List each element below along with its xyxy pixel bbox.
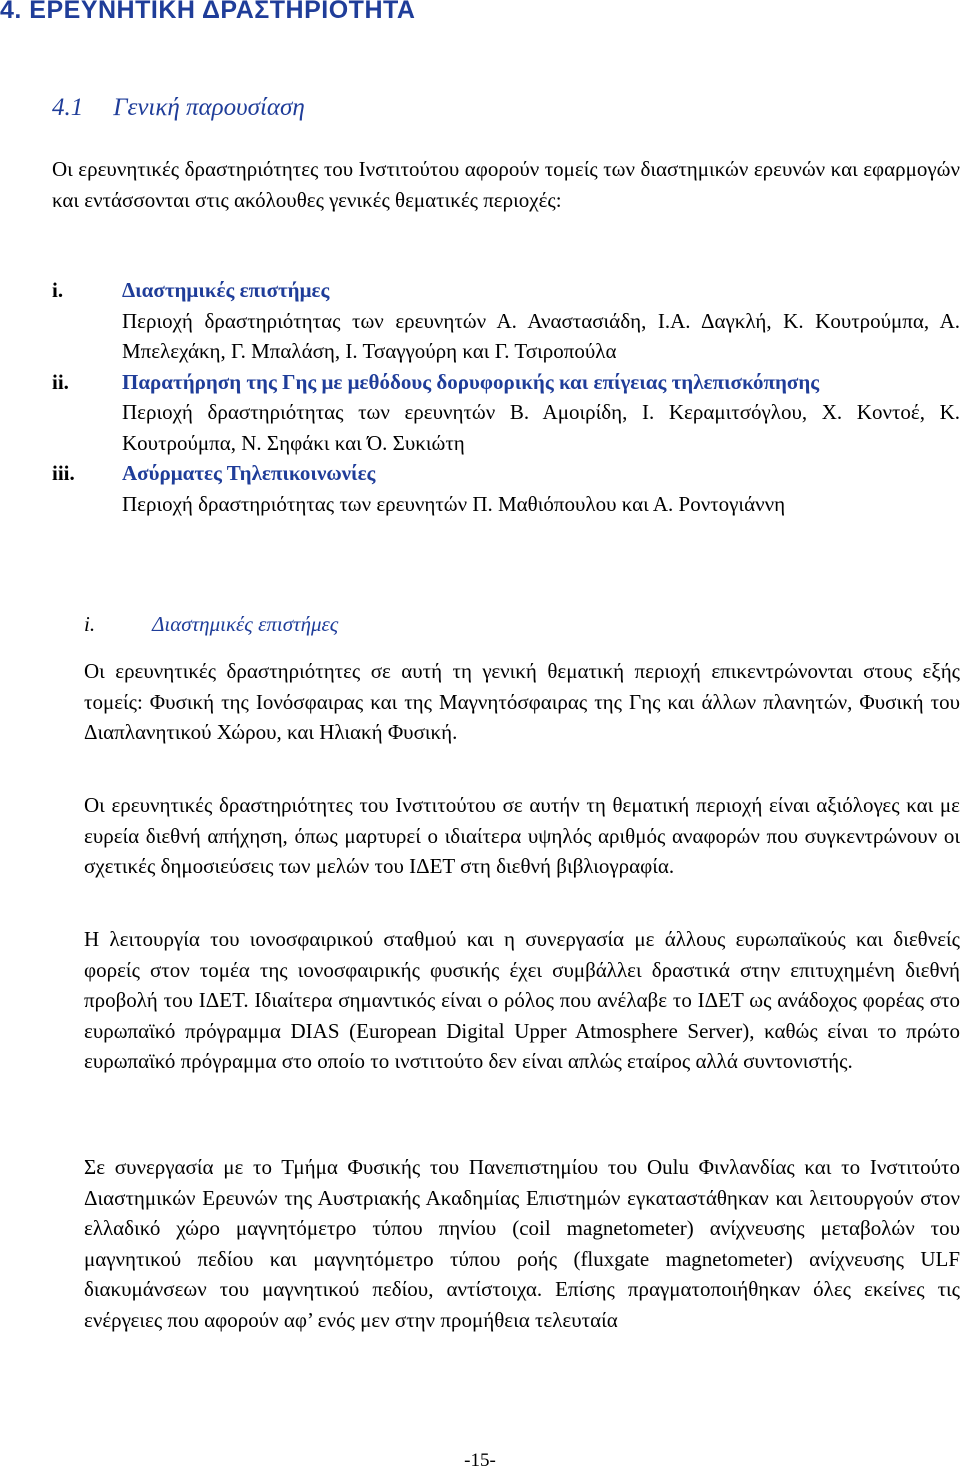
list-item (52, 458, 960, 519)
intro-paragraph: Οι ερευνητικές δραστηριότητες του Ινστιτούτου αφορούν τομείς των διαστημικών ερευνών και εφαρμογών και εντάσσονται στις ακόλουθες γενικές θεματικές περιοχές: (52, 157, 960, 212)
area-title: Διαστημικές επιστήμες (122, 278, 330, 302)
research-areas-list (52, 275, 960, 519)
body-paragraph: Σε συνεργασία με το Τμήμα Φυσικής του Πανεπιστημίου του Oulu Φινλανδίας και το Ινστιτούτο Διαστημικών Ερευνών της Αυστριακής Ακαδημίας Επιστημών εγκαταστάθηκαν και λειτουργούν στον ελλαδικό χώρο μαγνητόμετρο τύπου πηνίου (coil magnetometer) ανίχνευσης μεταβολών του μαγνητικού πεδίου και μαγνητόμετρο τύπου ροής (fluxgate magnetometer) ανίχνευσης ULF διακυμάνσεων του μαγνητικού πεδίου, αντίστοιχα. Επίσης πραγματοποιήθηκαν όλες εκείνες τις ενέργειες που αφορούν αφ’ ενός μεν στην προμήθεια τελευταία (84, 1155, 960, 1332)
area-researchers: Περιοχή δραστηριότητας των ερευνητών Π. Μαθιόπουλου και Α. Ροντογιάννη (122, 491, 786, 516)
area-title: Παρατήρηση της Γης με μεθόδους δορυφορικής και επίγειας τηλεπισκόπησης (122, 369, 820, 394)
subsection-title: Γενική παρουσίαση (113, 94, 305, 121)
list-marker: ii. (52, 369, 69, 394)
page-number: -15- (464, 1450, 496, 1471)
subsection-heading (52, 94, 305, 122)
list-marker: i. (52, 278, 64, 302)
section-heading: 4. ΕΡΕΥΝΗΤΙΚΗ ΔΡΑΣΤΗΡΙΟΤΗΤΑ (0, 0, 416, 24)
body-paragraph: Η λειτουργία του ιονοσφαιρικού σταθμού και η συνεργασία με άλλους ευρωπαϊκούς και διεθνείς φορείς στον τομέα της ιονοσφαιρικής φυσικής έχει συμβάλλει δραστικά στην επιτυχημένη διεθνή προβολή του ΙΔΕΤ. Ιδιαίτερα σημαντικός είναι ο ρόλος που ανέλαβε το ΙΔΕΤ ως ανάδοχος φορέας στο ευρωπαϊκό πρόγραμμα DIAS (European Digital Upper Atmosphere Server), καθώς είναι το πρώτο ευρωπαϊκό πρόγραμμα στο οποίο το ινστιτούτο δεν είναι απλώς εταίρος αλλά συντονιστής. (84, 927, 960, 1073)
list-marker: iii. (52, 461, 75, 485)
body-paragraph: Οι ερευνητικές δραστηριότητες του Ινστιτούτου σε αυτήν τη θεματική περιοχή είναι αξιόλογες και με ευρεία διεθνή απήχηση, όπως μαρτυρεί ο ιδιαίτερα υψηλός αριθμός αναφορών που συγκεντρώνουν οι σχετικές δημοσιεύσεις των μελών του ΙΔΕΤ στη διεθνή βιβλιογραφία. (84, 793, 960, 878)
area-researchers: Περιοχή δραστηριότητας των ερευνητών Β. Αμοιρίδη, Ι. Κεραμιτσόγλου, Χ. Κοντοέ, Κ. Κουτρούμπα, Ν. Σηφάκι και Ό. Συκιώτη (122, 400, 960, 455)
area-researchers: Περιοχή δραστηριότητας των ερευνητών Α. Αναστασιάδη, Ι.Α. Δαγκλή, Κ. Κουτρούμπα, Α. Μπελεχάκη, Γ. Μπαλάση, Ι. Τσαγγούρη και Γ. Τσιροπούλα (122, 308, 960, 363)
subheading-title: Διαστημικές επιστήμες (152, 612, 339, 636)
list-item (52, 275, 960, 367)
body-paragraph: Οι ερευνητικές δραστηριότητες σε αυτή τη γενική θεματική περιοχή επικεντρώνονται στους εξής τομείς: Φυσική της Ιονόσφαιρας και της Μαγνητόσφαιρας της Γης και άλλων πλανητών, Φυσική του Διαπλανητικού Χώρου, και Ηλιακή Φυσική. (84, 659, 960, 744)
topic-subheading (84, 609, 338, 640)
list-item (52, 367, 960, 459)
area-title: Ασύρματες Τηλεπικοινωνίες (122, 461, 376, 485)
subsection-number: 4.1 (52, 94, 84, 121)
subheading-marker: i. (84, 612, 96, 636)
